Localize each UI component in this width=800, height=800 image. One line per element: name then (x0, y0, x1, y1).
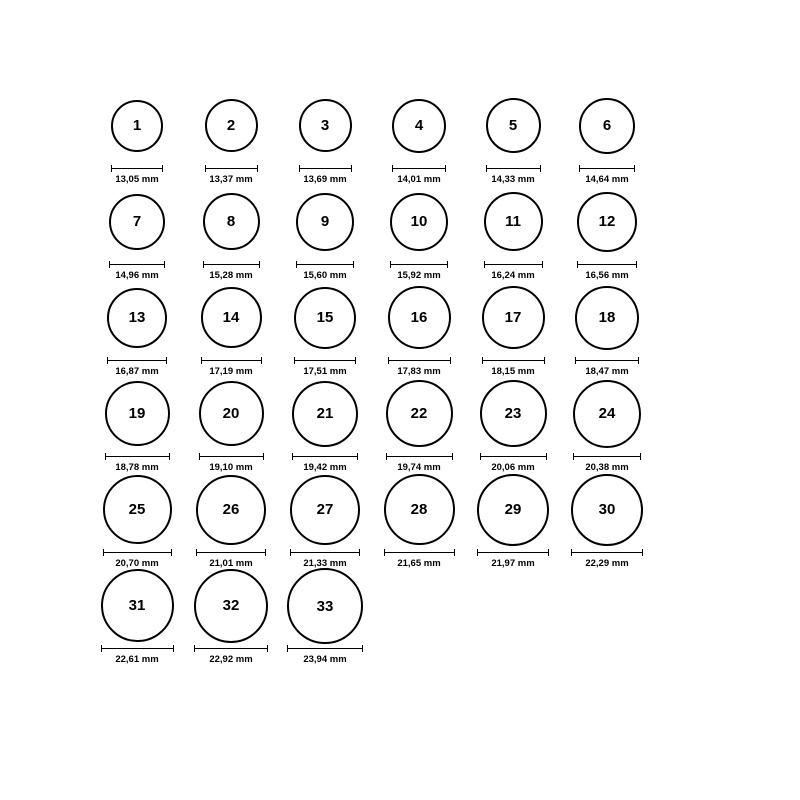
measure-tick-right (162, 165, 163, 172)
ring-size-number: 14 (222, 309, 240, 327)
diameter-label: 17,83 mm (397, 365, 441, 377)
measure-tick-right (164, 261, 165, 268)
measure-bar (486, 168, 541, 169)
measure-tick-right (454, 549, 455, 556)
ring-circle (571, 474, 643, 546)
ring-circle-wrap (388, 280, 451, 356)
ring-circle (201, 287, 262, 348)
ring-circle-wrap (105, 376, 170, 452)
diameter-label: 21,01 mm (209, 557, 253, 569)
measure-bar (296, 264, 354, 265)
measure-tick-left (482, 357, 483, 364)
measure-tick-right (171, 549, 172, 556)
measure-tick-left (201, 357, 202, 364)
ring-circle (196, 475, 266, 545)
measure-tick-right (548, 549, 549, 556)
ring-circle-wrap (103, 472, 172, 548)
ring-circle (103, 475, 172, 544)
ring-circle-wrap (196, 472, 266, 548)
diameter-label: 15,92 mm (397, 269, 441, 281)
diameter-measure-line (388, 357, 451, 364)
ring-size-number: 19 (128, 405, 146, 423)
ring-circle (194, 569, 268, 643)
diameter-measure-line (577, 261, 637, 268)
ring-size-cell (184, 88, 278, 184)
ring-circle-wrap (390, 184, 448, 260)
diameter-measure-line (205, 165, 258, 172)
measure-bar (573, 456, 641, 457)
measure-tick-left (299, 165, 300, 172)
measure-tick-right (640, 453, 641, 460)
ring-size-number: 1 (132, 117, 142, 135)
measure-tick-right (265, 549, 266, 556)
measure-tick-right (642, 549, 643, 556)
ring-circle (205, 99, 258, 152)
ring-circle (579, 98, 635, 154)
ring-size-cell (184, 280, 278, 376)
measure-bar (575, 360, 639, 361)
diameter-label: 16,24 mm (491, 269, 535, 281)
diameter-label: 21,33 mm (303, 557, 347, 569)
measure-tick-right (634, 165, 635, 172)
ring-circle-wrap (287, 568, 363, 644)
ring-size-cell (184, 376, 278, 472)
diameter-label: 14,01 mm (397, 173, 441, 185)
measure-tick-right (355, 357, 356, 364)
measure-bar (292, 456, 358, 457)
measure-bar (386, 456, 453, 457)
measure-bar (571, 552, 643, 553)
ring-size-cell (184, 184, 278, 280)
measure-bar (294, 360, 356, 361)
measure-tick-right (544, 357, 545, 364)
diameter-label: 22,92 mm (209, 653, 253, 665)
measure-bar (196, 552, 266, 553)
ring-circle (573, 380, 641, 448)
ring-size-number: 11 (505, 213, 521, 231)
ring-size-cell (560, 280, 654, 376)
diameter-measure-line (103, 549, 172, 556)
measure-tick-left (384, 549, 385, 556)
measure-bar (388, 360, 451, 361)
ring-size-number: 3 (320, 117, 330, 135)
ring-circle-wrap (296, 184, 354, 260)
diameter-measure-line (296, 261, 354, 268)
ring-circle (299, 99, 352, 152)
measure-tick-left (484, 261, 485, 268)
measure-tick-left (480, 453, 481, 460)
measure-tick-left (386, 453, 387, 460)
measure-bar (109, 264, 165, 265)
measure-tick-right (445, 165, 446, 172)
measure-tick-right (357, 453, 358, 460)
measure-tick-left (199, 453, 200, 460)
measure-tick-left (205, 165, 206, 172)
ring-circle-wrap (573, 376, 641, 452)
ring-size-cell (184, 568, 278, 664)
ring-size-cell (560, 88, 654, 184)
measure-bar (482, 360, 545, 361)
ring-circle (107, 288, 167, 348)
measure-bar (203, 264, 260, 265)
ring-circle (199, 381, 264, 446)
diameter-label: 23,94 mm (303, 653, 347, 665)
measure-tick-left (392, 165, 393, 172)
measure-tick-right (359, 549, 360, 556)
measure-tick-left (194, 645, 195, 652)
ring-circle-wrap (577, 184, 637, 260)
measure-tick-right (351, 165, 352, 172)
ring-circle (486, 98, 541, 153)
ring-circle (575, 286, 639, 350)
ring-size-cell (278, 568, 372, 664)
diameter-measure-line (571, 549, 643, 556)
diameter-label: 13,69 mm (303, 173, 347, 185)
ring-size-cell (372, 280, 466, 376)
diameter-label: 21,97 mm (491, 557, 535, 569)
measure-bar (299, 168, 352, 169)
ring-size-number: 29 (504, 501, 522, 519)
ring-size-cell (90, 88, 184, 184)
measure-tick-left (203, 261, 204, 268)
ring-circle (482, 286, 545, 349)
diameter-label: 16,56 mm (585, 269, 629, 281)
ring-circle-wrap (294, 280, 356, 356)
diameter-measure-line (575, 357, 639, 364)
ring-size-number: 16 (410, 309, 428, 327)
diameter-measure-line (477, 549, 549, 556)
ring-circle (390, 193, 448, 251)
diameter-measure-line (392, 165, 446, 172)
measure-tick-left (296, 261, 297, 268)
ring-circle (101, 569, 174, 642)
diameter-measure-line (299, 165, 352, 172)
measure-tick-right (450, 357, 451, 364)
ring-circle (203, 193, 260, 250)
diameter-measure-line (292, 453, 358, 460)
diameter-measure-line (109, 261, 165, 268)
ring-size-number: 22 (410, 405, 428, 423)
ring-size-number: 5 (508, 117, 518, 135)
diameter-label: 14,64 mm (585, 173, 629, 185)
ring-circle-wrap (101, 568, 174, 644)
ring-size-number: 20 (222, 405, 240, 423)
measure-tick-right (542, 261, 543, 268)
ring-size-number: 8 (226, 213, 236, 231)
measure-tick-left (196, 549, 197, 556)
diameter-label: 20,70 mm (115, 557, 159, 569)
measure-tick-right (173, 645, 174, 652)
ring-size-number: 31 (128, 597, 146, 615)
ring-circle (109, 194, 165, 250)
ring-size-cell (466, 88, 560, 184)
diameter-measure-line (287, 645, 363, 652)
ring-circle-wrap (477, 472, 549, 548)
measure-tick-left (111, 165, 112, 172)
measure-tick-left (388, 357, 389, 364)
ring-size-number: 12 (598, 213, 616, 231)
ring-circle-wrap (111, 88, 163, 164)
ring-size-cell (278, 472, 372, 568)
diameter-measure-line (107, 357, 167, 364)
ring-size-cell (372, 376, 466, 472)
measure-tick-left (105, 453, 106, 460)
ring-size-cell (372, 472, 466, 568)
measure-bar (205, 168, 258, 169)
diameter-measure-line (480, 453, 547, 460)
ring-size-number: 6 (602, 117, 612, 135)
diameter-measure-line (105, 453, 170, 460)
ring-circle-wrap (579, 88, 635, 164)
diameter-label: 14,33 mm (491, 173, 535, 185)
ring-size-grid (90, 88, 710, 664)
ring-circle-wrap (384, 472, 455, 548)
diameter-label: 22,29 mm (585, 557, 629, 569)
measure-tick-right (261, 357, 262, 364)
ring-circle (388, 286, 451, 349)
ring-circle (384, 474, 455, 545)
measure-bar (107, 360, 167, 361)
ring-size-cell (560, 472, 654, 568)
measure-bar (392, 168, 446, 169)
ring-circle-wrap (199, 376, 264, 452)
ring-circle-wrap (571, 472, 643, 548)
ring-size-cell (278, 280, 372, 376)
ring-size-number: 28 (410, 501, 428, 519)
ring-circle-wrap (205, 88, 258, 164)
measure-tick-right (166, 357, 167, 364)
diameter-label: 20,38 mm (585, 461, 629, 473)
measure-tick-left (573, 453, 574, 460)
ring-size-number: 7 (132, 213, 142, 231)
diameter-label: 19,10 mm (209, 461, 253, 473)
ring-circle-wrap (392, 88, 446, 164)
ring-size-number: 10 (410, 213, 428, 231)
diameter-measure-line (194, 645, 268, 652)
ring-size-number: 33 (316, 597, 334, 615)
ring-circle-wrap (194, 568, 268, 644)
ring-size-number: 25 (128, 501, 146, 519)
ring-size-number: 32 (222, 597, 240, 615)
diameter-measure-line (290, 549, 360, 556)
ring-size-number: 9 (320, 213, 330, 231)
ring-size-number: 21 (316, 405, 334, 423)
ring-size-cell (184, 472, 278, 568)
measure-bar (201, 360, 262, 361)
diameter-label: 21,65 mm (397, 557, 441, 569)
measure-bar (101, 648, 174, 649)
diameter-label: 14,96 mm (115, 269, 159, 281)
diameter-measure-line (486, 165, 541, 172)
measure-tick-left (477, 549, 478, 556)
ring-circle (294, 287, 356, 349)
ring-size-cell (90, 184, 184, 280)
diameter-measure-line (482, 357, 545, 364)
ring-circle (392, 99, 446, 153)
ring-circle-wrap (480, 376, 547, 452)
measure-tick-left (579, 165, 580, 172)
ring-circle (290, 475, 360, 545)
measure-tick-right (362, 645, 363, 652)
measure-tick-right (638, 357, 639, 364)
ring-size-number: 23 (504, 405, 522, 423)
diameter-label: 13,37 mm (209, 173, 253, 185)
ring-circle-wrap (484, 184, 543, 260)
ring-circle (287, 568, 363, 644)
measure-tick-right (353, 261, 354, 268)
diameter-label: 19,74 mm (397, 461, 441, 473)
diameter-label: 15,60 mm (303, 269, 347, 281)
ring-size-cell (466, 280, 560, 376)
ring-size-number: 4 (414, 117, 424, 135)
ring-size-cell (90, 472, 184, 568)
diameter-label: 20,06 mm (491, 461, 535, 473)
ring-circle (577, 192, 637, 252)
measure-bar (103, 552, 172, 553)
measure-tick-left (571, 549, 572, 556)
diameter-label: 18,78 mm (115, 461, 159, 473)
ring-size-number: 2 (226, 117, 236, 135)
diameter-measure-line (386, 453, 453, 460)
measure-tick-right (257, 165, 258, 172)
diameter-label: 19,42 mm (303, 461, 347, 473)
measure-tick-right (636, 261, 637, 268)
measure-bar (105, 456, 170, 457)
ring-size-number: 18 (598, 309, 616, 327)
ring-size-number: 15 (316, 309, 334, 327)
measure-tick-right (169, 453, 170, 460)
measure-bar (577, 264, 637, 265)
ring-circle (477, 474, 549, 546)
measure-tick-left (101, 645, 102, 652)
ring-circle-wrap (107, 280, 167, 356)
ring-size-number: 13 (128, 309, 146, 327)
measure-bar (384, 552, 455, 553)
ring-size-cell (466, 376, 560, 472)
measure-tick-right (540, 165, 541, 172)
diameter-label: 13,05 mm (115, 173, 159, 185)
diameter-label: 22,61 mm (115, 653, 159, 665)
ring-size-cell (466, 472, 560, 568)
measure-tick-left (287, 645, 288, 652)
ring-size-cell (372, 184, 466, 280)
measure-tick-left (109, 261, 110, 268)
diameter-label: 18,47 mm (585, 365, 629, 377)
ring-size-number: 24 (598, 405, 616, 423)
measure-tick-left (577, 261, 578, 268)
diameter-measure-line (579, 165, 635, 172)
diameter-label: 17,19 mm (209, 365, 253, 377)
diameter-label: 18,15 mm (491, 365, 535, 377)
ring-size-number: 30 (598, 501, 616, 519)
ring-circle (296, 193, 354, 251)
ring-size-cell (278, 376, 372, 472)
ring-circle-wrap (109, 184, 165, 260)
measure-bar (290, 552, 360, 553)
measure-bar (484, 264, 543, 265)
ring-circle-wrap (486, 88, 541, 164)
measure-tick-left (292, 453, 293, 460)
ring-circle (105, 381, 170, 446)
measure-bar (111, 168, 163, 169)
ring-size-cell (560, 184, 654, 280)
diameter-measure-line (390, 261, 448, 268)
ring-size-number: 17 (504, 309, 522, 327)
measure-tick-left (575, 357, 576, 364)
ring-size-cell (278, 88, 372, 184)
ring-circle-wrap (292, 376, 358, 452)
measure-bar (480, 456, 547, 457)
ring-circle-wrap (386, 376, 453, 452)
diameter-label: 17,51 mm (303, 365, 347, 377)
ring-size-cell (90, 280, 184, 376)
measure-tick-left (486, 165, 487, 172)
measure-bar (194, 648, 268, 649)
ring-circle-wrap (299, 88, 352, 164)
measure-tick-right (259, 261, 260, 268)
measure-bar (287, 648, 363, 649)
measure-tick-right (452, 453, 453, 460)
ring-size-cell (90, 376, 184, 472)
diameter-measure-line (384, 549, 455, 556)
measure-tick-right (267, 645, 268, 652)
measure-tick-left (390, 261, 391, 268)
ring-size-cell (278, 184, 372, 280)
ring-size-cell (90, 568, 184, 664)
diameter-measure-line (196, 549, 266, 556)
diameter-measure-line (111, 165, 163, 172)
measure-tick-left (290, 549, 291, 556)
measure-tick-left (107, 357, 108, 364)
diameter-label: 16,87 mm (115, 365, 159, 377)
ring-size-number: 27 (316, 501, 334, 519)
diameter-measure-line (203, 261, 260, 268)
ring-size-cell (466, 184, 560, 280)
diameter-measure-line (484, 261, 543, 268)
ring-size-cell (560, 376, 654, 472)
ring-circle (480, 380, 547, 447)
measure-bar (477, 552, 549, 553)
measure-bar (390, 264, 448, 265)
ring-circle-wrap (575, 280, 639, 356)
measure-tick-right (263, 453, 264, 460)
ring-circle (484, 192, 543, 251)
measure-bar (579, 168, 635, 169)
diameter-measure-line (199, 453, 264, 460)
diameter-measure-line (294, 357, 356, 364)
diameter-label: 15,28 mm (209, 269, 253, 281)
diameter-measure-line (101, 645, 174, 652)
diameter-measure-line (201, 357, 262, 364)
measure-tick-right (546, 453, 547, 460)
measure-tick-left (103, 549, 104, 556)
ring-circle (292, 381, 358, 447)
ring-size-cell (372, 88, 466, 184)
ring-circle (111, 100, 163, 152)
ring-circle-wrap (290, 472, 360, 548)
measure-tick-right (447, 261, 448, 268)
ring-circle (386, 380, 453, 447)
measure-tick-left (294, 357, 295, 364)
measure-bar (199, 456, 264, 457)
ring-circle-wrap (201, 280, 262, 356)
ring-size-number: 26 (222, 501, 240, 519)
ring-circle-wrap (203, 184, 260, 260)
ring-circle-wrap (482, 280, 545, 356)
diameter-measure-line (573, 453, 641, 460)
